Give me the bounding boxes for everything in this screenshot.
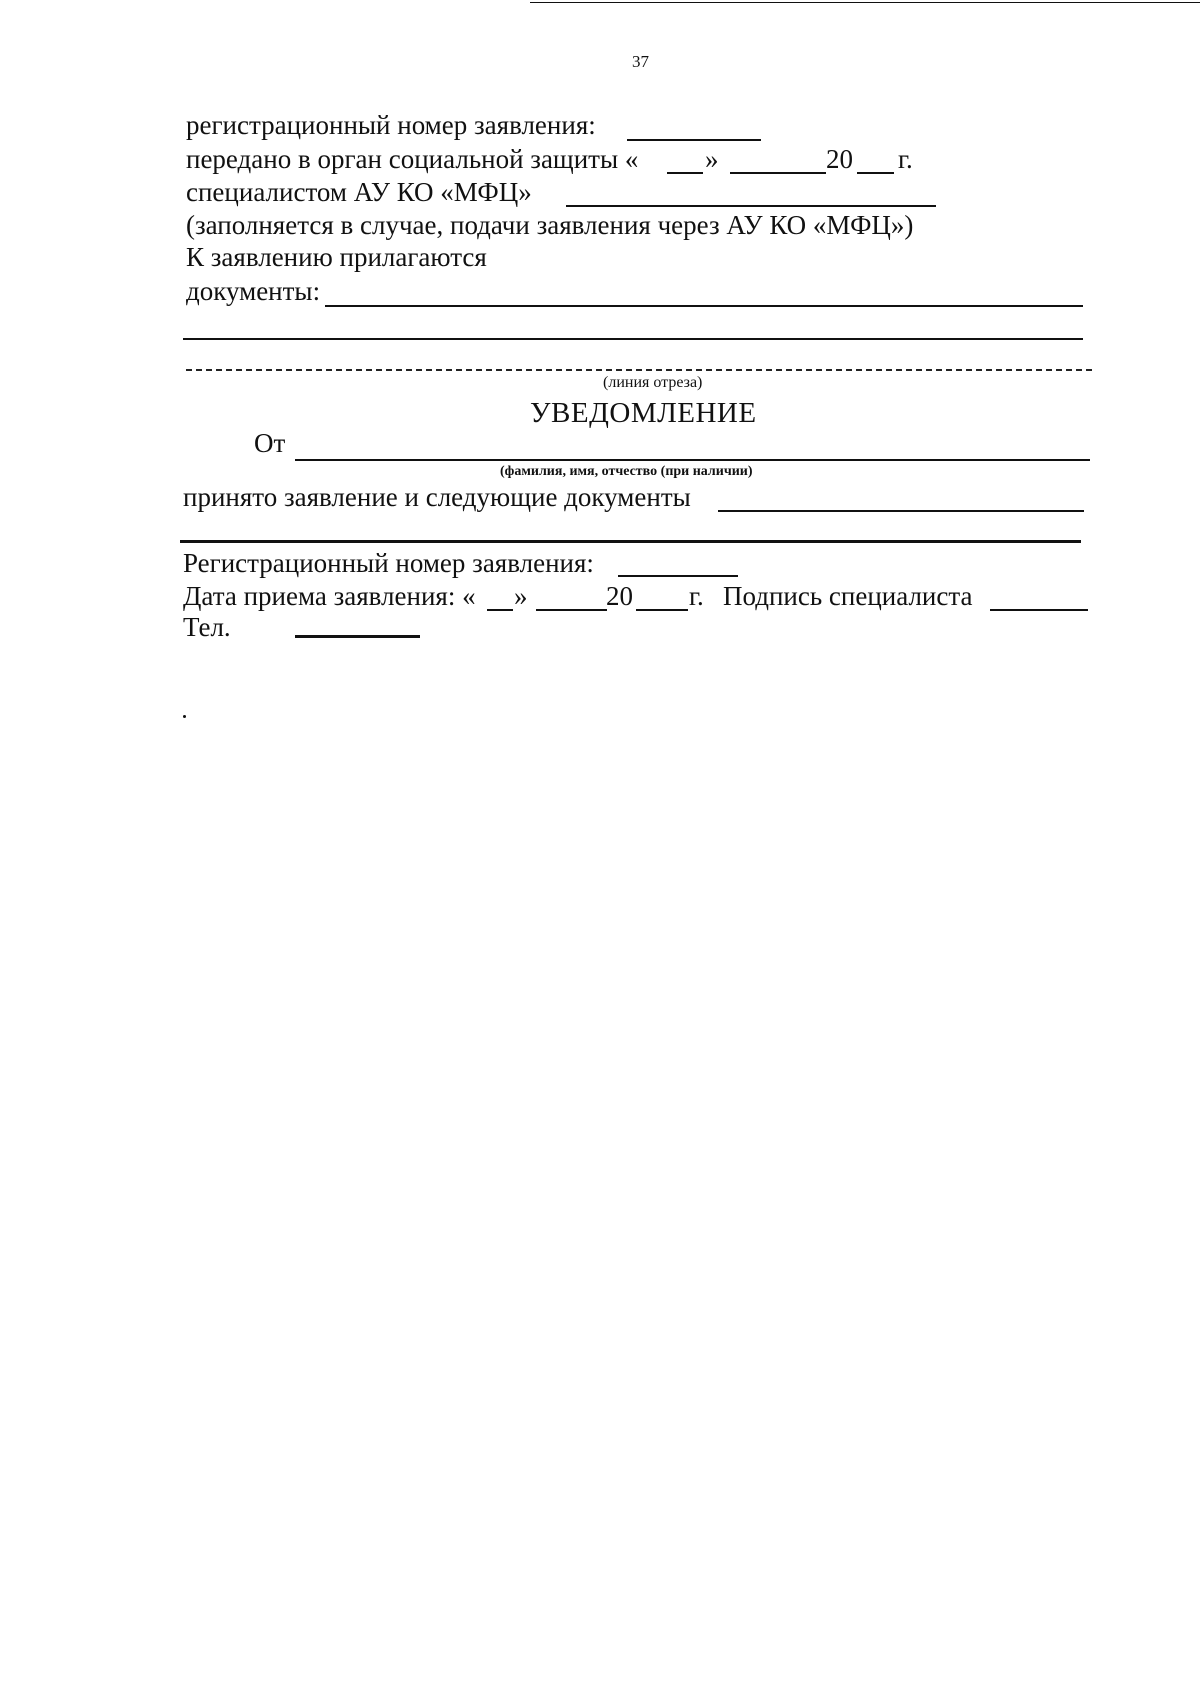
accepted-label: принято заявление и следующие документы <box>183 482 691 512</box>
phone-label: Тел. <box>183 612 231 642</box>
transfer-quote-close: » <box>705 144 719 174</box>
date-quote-close: » <box>514 581 528 611</box>
date-year-prefix: 20 <box>606 581 633 611</box>
documents-blank-2[interactable] <box>183 338 1083 340</box>
from-label: От <box>254 428 286 458</box>
reg-number-label: регистрационный номер заявления: <box>186 110 596 140</box>
date-month-blank[interactable] <box>536 609 607 611</box>
mfc-note: (заполняется в случае, подачи заявления через АУ КО «МФЦ») <box>186 210 914 240</box>
date-day-blank[interactable] <box>487 609 513 611</box>
transferred-label: передано в орган социальной защиты « <box>186 144 639 174</box>
documents-label: документы: <box>186 276 321 306</box>
specialist-blank[interactable] <box>566 205 936 207</box>
signature-label: Подпись специалиста <box>723 581 973 611</box>
transfer-year-suffix: г. <box>898 144 913 174</box>
page-number: 37 <box>632 52 649 71</box>
documents-blank-1[interactable] <box>325 305 1083 307</box>
transfer-year-prefix: 20 <box>826 144 853 174</box>
cut-line-caption: (линия отреза) <box>603 374 703 391</box>
reg-number-blank[interactable] <box>627 139 761 141</box>
notification-title: УВЕДОМЛЕНИЕ <box>530 397 757 429</box>
transfer-day-blank[interactable] <box>667 172 703 174</box>
phone-blank[interactable] <box>295 635 420 638</box>
signature-blank[interactable] <box>990 609 1088 611</box>
notification-reg-number-blank[interactable] <box>618 575 738 577</box>
from-blank[interactable] <box>295 459 1090 461</box>
accepted-blank-2[interactable] <box>180 540 1081 543</box>
date-year-blank[interactable] <box>636 609 688 611</box>
date-label: Дата приема заявления: « <box>183 581 476 611</box>
accepted-blank[interactable] <box>718 510 1084 512</box>
attached-intro: К заявлению прилагаются <box>186 242 487 272</box>
specialist-label: специалистом АУ КО «МФЦ» <box>186 177 532 207</box>
scan-edge-line <box>530 2 1200 3</box>
transfer-year-blank[interactable] <box>857 172 894 174</box>
cut-line <box>186 369 1092 371</box>
date-year-suffix: г. <box>689 581 704 611</box>
notification-reg-number-label: Регистрационный номер заявления: <box>183 548 594 578</box>
transfer-month-blank[interactable] <box>730 172 826 174</box>
name-caption: (фамилия, имя, отчество (при наличии) <box>500 464 753 479</box>
scan-speck <box>183 715 186 718</box>
